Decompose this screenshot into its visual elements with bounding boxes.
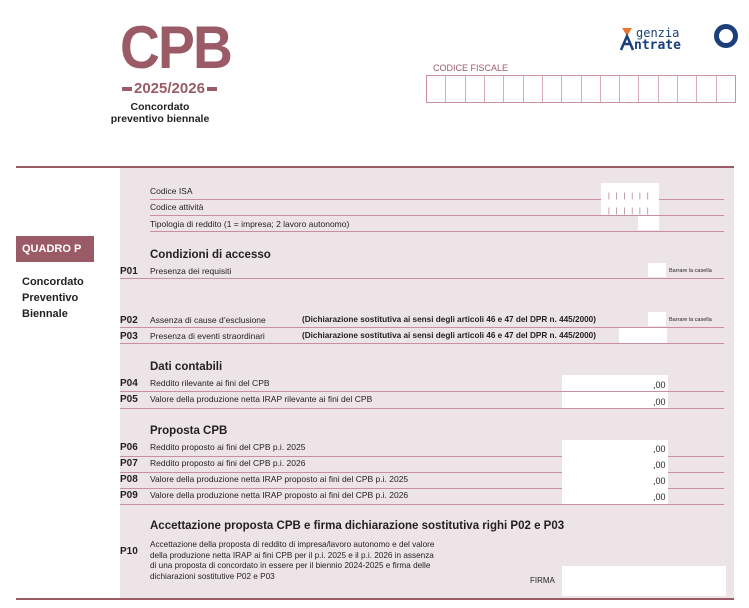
agenzia-mark-icon	[620, 26, 634, 52]
row-divider	[120, 408, 724, 409]
entrate-text: ntrate	[634, 38, 681, 53]
bottom-divider	[16, 598, 734, 600]
section-accettazione: Accettazione proposta CPB e firma dichiarazione sostitutiva righi P02 e P03	[150, 520, 565, 532]
codice-fiscale-label: CODICE FISCALE	[433, 63, 509, 73]
cpb-logo: CPB	[120, 14, 232, 81]
p02-declaration: (Dichiarazione sostitutiva ai sensi degli articoli 46 e 47 del DPR n. 445/2000)	[302, 315, 596, 324]
p09-label: Valore della produzione netta IRAP proposto ai fini del CPB p.i. 2026	[150, 490, 409, 500]
p05-value: ,00	[653, 397, 666, 407]
tipologia-label: Tipologia di reddito (1 = impresa; 2 lavoro autonomo)	[150, 219, 350, 229]
p02-checkbox[interactable]	[648, 312, 666, 326]
years-bar-right	[207, 87, 217, 91]
p09-value: ,00	[653, 492, 666, 502]
p02-hint: Barrare la casella	[669, 317, 712, 323]
p04-label: Reddito rilevante ai fini del CPB	[150, 378, 270, 388]
subtitle-line1: Concordato	[130, 101, 190, 113]
p07-value: ,00	[653, 460, 666, 470]
code-p06: P06	[120, 442, 138, 453]
firma-label: FIRMA	[530, 576, 555, 585]
p01-checkbox[interactable]	[648, 263, 666, 277]
firma-field[interactable]	[562, 566, 726, 596]
code-p05: P05	[120, 394, 138, 405]
section-proposta: Proposta CPB	[150, 425, 228, 437]
row-divider	[120, 343, 724, 344]
row-divider	[120, 278, 724, 279]
p06-label: Reddito proposto ai fini del CPB p.i. 2025	[150, 442, 306, 452]
code-p04: P04	[120, 378, 138, 389]
p07-label: Reddito proposto ai fini del CPB p.i. 2026	[150, 458, 306, 468]
subtitle-line2: preventivo biennale	[110, 113, 210, 125]
years-bar-left	[122, 87, 132, 91]
p10-text: Accettazione della proposta di reddito di impresa/lavoro autonomo e del valore della produzione netta IRAP ai fini CPB per il p.i. 2025 e il p.i. 2026 in assenza di una proposta di concordato in essere per il biennio 2024-2025 e firma delle dichiarazioni sostitutive P02 e P03	[150, 540, 435, 581]
section-dati-contabili: Dati contabili	[150, 361, 223, 373]
republic-seal-icon	[714, 24, 738, 48]
code-p07: P07	[120, 458, 138, 469]
code-p02: P02	[120, 315, 138, 326]
agenzia-entrate-logo	[620, 24, 740, 56]
section-condizioni: Condizioni di accesso	[150, 249, 271, 261]
code-p08: P08	[120, 474, 138, 485]
p01-hint: Barrare la casella	[669, 268, 712, 274]
quadro-label: QUADRO P	[16, 236, 94, 262]
tipologia-field[interactable]	[638, 216, 659, 230]
code-p09: P09	[120, 490, 138, 501]
p03-label: Presenza di eventi straordinari	[150, 331, 265, 341]
code-p03: P03	[120, 331, 138, 342]
p08-value: ,00	[653, 476, 666, 486]
p08-label: Valore della produzione netta IRAP proposto ai fini del CPB p.i. 2025	[150, 474, 409, 484]
code-p01: P01	[120, 266, 138, 277]
row-divider	[150, 231, 724, 232]
years-text: 2025/2026	[134, 80, 205, 97]
p01-label: Presenza dei requisiti	[150, 266, 232, 276]
p04-value: ,00	[653, 380, 666, 390]
p03-declaration: (Dichiarazione sostitutiva ai sensi degli articoli 46 e 47 del DPR n. 445/2000)	[302, 331, 596, 340]
p03-field[interactable]	[619, 328, 667, 343]
cpb-subtitle	[100, 101, 220, 125]
row-divider	[120, 504, 724, 505]
codice-isa-label: Codice ISA	[150, 186, 193, 196]
p05-label: Valore della produzione netta IRAP rilevante ai fini del CPB	[150, 394, 373, 404]
codice-fiscale-input[interactable]	[426, 75, 736, 103]
p06-value: ,00	[653, 444, 666, 454]
agenzia-text: genzia	[636, 26, 680, 40]
p02-label: Assenza di cause d’esclusione	[150, 315, 266, 325]
years-label	[120, 80, 219, 97]
codice-attivita-label: Codice attività	[150, 202, 204, 212]
code-p10: P10	[120, 546, 138, 557]
quadro-title: Concordato Preventivo Biennale	[22, 276, 84, 320]
